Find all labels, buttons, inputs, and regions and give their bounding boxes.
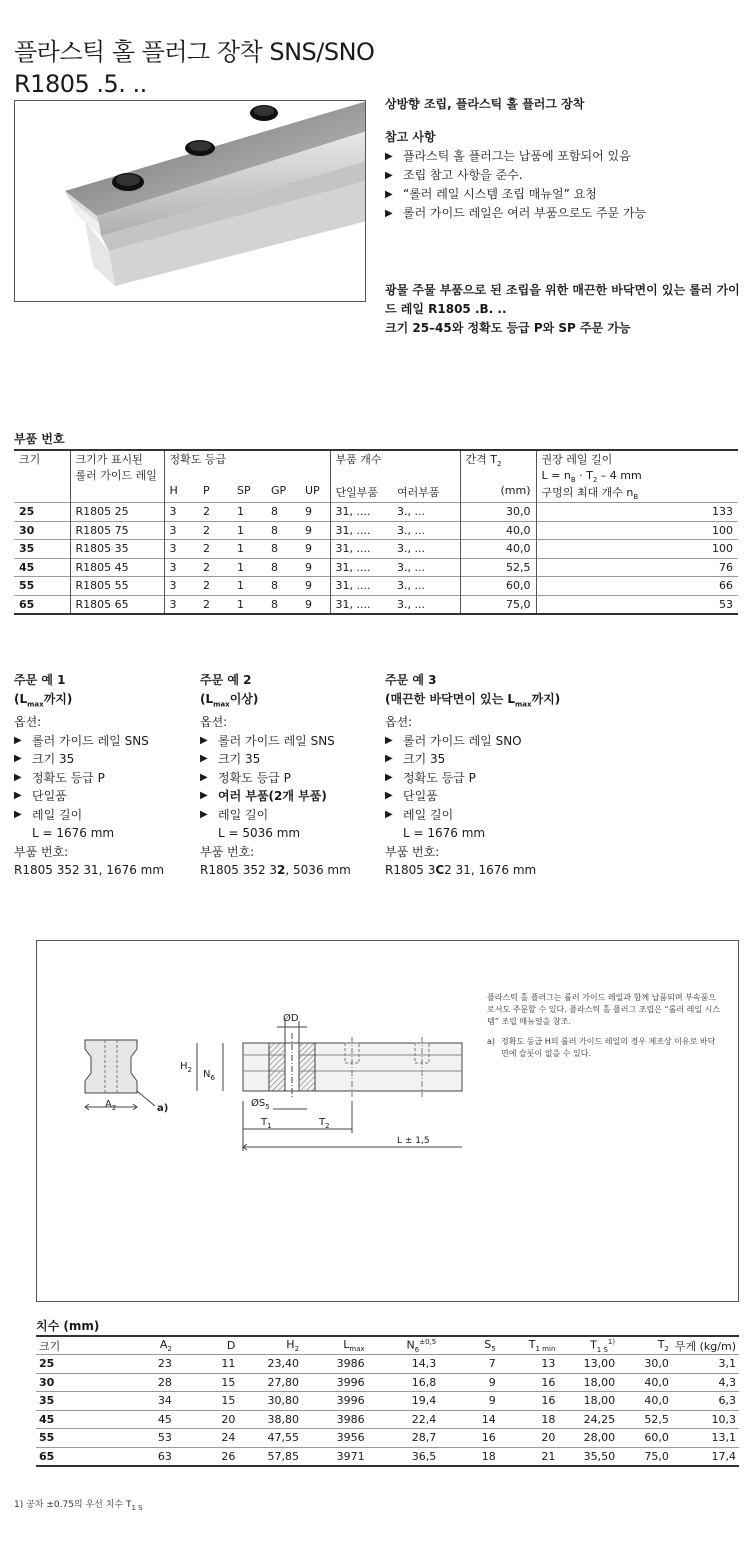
dim-cell: 11 xyxy=(175,1355,238,1374)
cell-single: 31, .... xyxy=(330,558,392,577)
cell-acc-sp: 1 xyxy=(232,577,266,596)
right-column xyxy=(385,95,646,223)
cast-line-2: 드 레일 R1805 .B. .. xyxy=(385,302,507,316)
cell-single: 31, .... xyxy=(330,503,392,522)
cell-multi: 3., ... xyxy=(392,595,460,614)
dim-cell: 19,4 xyxy=(368,1392,440,1411)
label-t2: $T_2$ xyxy=(319,1117,330,1130)
label-a2: $A_2$ xyxy=(105,1099,117,1112)
dim-cell: 3986 xyxy=(302,1410,368,1429)
cast-note xyxy=(385,281,740,338)
rail-side-view xyxy=(243,1033,462,1099)
order-option: ▶ 롤러 가이드 레일 SNS xyxy=(14,732,164,751)
dim-cell: 10,3 xyxy=(672,1410,739,1429)
cell-size: 65 xyxy=(14,595,70,614)
cell-acc-up: 9 xyxy=(300,521,330,540)
order-option: ▶ 크기 35 xyxy=(200,750,351,769)
cell-acc-p: 2 xyxy=(198,521,232,540)
acc-up: UP xyxy=(305,484,320,498)
dim-header: $T_{1 S}^{1)}$ xyxy=(590,1337,616,1354)
acc-p: P xyxy=(203,484,210,498)
cell-acc-gp: 8 xyxy=(266,503,300,522)
label-d: ØD xyxy=(283,1013,299,1024)
order-3-pn-label: 부품 번호: xyxy=(385,844,440,859)
title-line-1: 플라스틱 홀 플러그 장착 SNS/SNO xyxy=(14,38,375,66)
technical-drawing xyxy=(36,940,739,1302)
cell-acc-h: 3 xyxy=(164,595,198,614)
table-row xyxy=(14,577,738,596)
cell-acc-up: 9 xyxy=(300,558,330,577)
label-t1: $T_1$ xyxy=(261,1117,272,1130)
dim-header: 크기 xyxy=(39,1339,61,1353)
dim-cell: 36,5 xyxy=(368,1447,440,1466)
dim-cell: 23 xyxy=(96,1355,175,1374)
assembly-subtitle: 상방향 조립, 플라스틱 홀 플러그 장착 xyxy=(385,97,585,111)
dim-cell: 16 xyxy=(499,1373,559,1392)
cell-acc-gp: 8 xyxy=(266,521,300,540)
order-2-length: L = 5036 mm xyxy=(218,826,301,841)
cell-acc-gp: 8 xyxy=(266,577,300,596)
cell-acc-h: 3 xyxy=(164,540,198,559)
dim-cell: 35 xyxy=(36,1392,96,1411)
header-single: 단일부품 xyxy=(330,484,392,503)
table-row xyxy=(36,1392,739,1411)
cell-multi: 3., ... xyxy=(392,540,460,559)
order-1-title: 주문 예 1 xyxy=(14,673,66,687)
order-option: ▶ 단일품 xyxy=(14,787,164,806)
dim-cell: 57,85 xyxy=(238,1447,302,1466)
notes-list xyxy=(385,147,646,223)
header-marked: 크기가 표시된 롤러 가이드 레일 xyxy=(70,450,164,484)
order-1-options-label: 옵션: xyxy=(14,715,42,730)
cell-acc-p: 2 xyxy=(198,577,232,596)
dim-cell: 24 xyxy=(175,1429,238,1448)
cell-acc-gp: 8 xyxy=(266,540,300,559)
cell-size: 55 xyxy=(14,577,70,596)
dimensions-table xyxy=(36,1335,739,1467)
cell-acc-p: 2 xyxy=(198,558,232,577)
label-n6: $N_6$ xyxy=(203,1069,215,1082)
dim-cell: 45 xyxy=(96,1410,175,1429)
dim-cell: 3,1 xyxy=(672,1355,739,1374)
cell-size: 35 xyxy=(14,540,70,559)
cell-part: R1805 65 xyxy=(70,595,164,614)
order-3-pn: R1805 3C2 31, 1676 mm xyxy=(385,863,537,878)
dim-cell: 16 xyxy=(499,1392,559,1411)
order-option: ▶ 정확도 등급 P xyxy=(14,769,164,788)
cell-multi: 3., ... xyxy=(392,521,460,540)
cell-multi: 3., ... xyxy=(392,503,460,522)
cell-nb: 100 xyxy=(536,521,738,540)
dim-cell: 7 xyxy=(439,1355,499,1374)
drawing-notes xyxy=(487,992,722,1060)
cell-acc-p: 2 xyxy=(198,595,232,614)
order-2-subtitle: ($L_{max}$이상) xyxy=(200,691,259,708)
dim-cell: 28,7 xyxy=(368,1429,440,1448)
dim-cell: 35,50 xyxy=(558,1447,618,1466)
label-h2: $H_2$ xyxy=(180,1061,192,1074)
dim-cell: 21 xyxy=(499,1447,559,1466)
order-3-subtitle: (매끈한 바닥면이 있는 $L_{max}$까지) xyxy=(385,691,561,708)
cell-part: R1805 45 xyxy=(70,558,164,577)
order-option: ▶ 단일품 xyxy=(385,787,560,806)
dim-cell: 38,80 xyxy=(238,1410,302,1429)
dim-cell: 3996 xyxy=(302,1392,368,1411)
label-s5: $ØS_5$ xyxy=(251,1098,270,1111)
dim-header: 무게 (kg/m) xyxy=(674,1339,736,1353)
dim-cell: 27,80 xyxy=(238,1373,302,1392)
dim-cell: 15 xyxy=(175,1392,238,1411)
order-2-pn-label: 부품 번호: xyxy=(200,844,255,859)
cell-acc-p: 2 xyxy=(198,503,232,522)
cell-acc-h: 3 xyxy=(164,521,198,540)
page-title xyxy=(14,36,374,100)
header-spacing: 간격 $T_2$ xyxy=(460,450,536,484)
dim-cell: 20 xyxy=(499,1429,559,1448)
header-max-holes: 구멍의 최대 개수 $n_B$ xyxy=(536,484,738,503)
order-1-length: L = 1676 mm xyxy=(32,826,115,841)
dim-cell: 18 xyxy=(439,1447,499,1466)
dim-cell: 47,55 xyxy=(238,1429,302,1448)
header-multi: 여러부품 xyxy=(397,486,440,500)
dim-cell: 28,00 xyxy=(558,1429,618,1448)
cell-acc-sp: 1 xyxy=(232,521,266,540)
cell-acc-sp: 1 xyxy=(232,595,266,614)
dim-cell: 30,80 xyxy=(238,1392,302,1411)
acc-gp: GP xyxy=(271,484,287,498)
cell-t2: 40,0 xyxy=(460,540,536,559)
order-1-options xyxy=(14,732,164,825)
cell-size: 25 xyxy=(14,503,70,522)
table-row xyxy=(14,558,738,577)
order-1-pn-label: 부품 번호: xyxy=(14,844,69,859)
cell-acc-up: 9 xyxy=(300,595,330,614)
cell-single: 31, .... xyxy=(330,595,392,614)
dim-cell: 28 xyxy=(96,1373,175,1392)
footnote: 1) 공차 ±0.75의 우선 치수 $T_{1 S}$ xyxy=(14,1500,143,1512)
dim-cell: 40,0 xyxy=(618,1392,672,1411)
cell-single: 31, .... xyxy=(330,540,392,559)
cell-multi: 3., ... xyxy=(392,558,460,577)
dim-cell: 26 xyxy=(175,1447,238,1466)
dim-cell: 65 xyxy=(36,1447,96,1466)
table-row xyxy=(14,540,738,559)
header-accuracy: 정확도 등급 xyxy=(164,450,330,484)
dim-cell: 30 xyxy=(36,1373,96,1392)
rail-photo xyxy=(14,100,366,302)
cell-part: R1805 25 xyxy=(70,503,164,522)
order-option: ▶ 롤러 가이드 레일 SNO xyxy=(385,732,560,751)
order-2-options-label: 옵션: xyxy=(200,715,228,730)
table-row xyxy=(36,1429,739,1448)
cell-multi: 3., ... xyxy=(392,577,460,596)
dim-header: $L_{max}$ xyxy=(343,1337,365,1354)
drawing-note-2: a) 정확도 등급 H의 롤러 가이드 레일의 경우 제조상 이유로 바닥면에 슬롯이 없을 수 있다. xyxy=(487,1037,716,1058)
order-option: ▶ 여러 부품(2개 부품) xyxy=(200,787,351,806)
notes-heading: 참고 사항 xyxy=(385,130,436,144)
header-size: 크기 xyxy=(19,453,41,466)
title-line-2: R1805 .5. .. xyxy=(14,70,147,98)
table-row xyxy=(36,1373,739,1392)
acc-sp: SP xyxy=(237,484,251,498)
order-3-options xyxy=(385,732,560,825)
acc-h: H xyxy=(164,484,198,503)
note-item: ▶ “롤러 레일 시스템 조립 매뉴얼” 요청 xyxy=(385,185,646,204)
cell-t2: 40,0 xyxy=(460,521,536,540)
dim-cell: 6,3 xyxy=(672,1392,739,1411)
order-3-title: 주문 예 3 xyxy=(385,673,437,687)
cell-acc-gp: 8 xyxy=(266,595,300,614)
order-option: ▶ 롤러 가이드 레일 SNS xyxy=(200,732,351,751)
cell-t2: 30,0 xyxy=(460,503,536,522)
part-numbers-table xyxy=(14,449,738,615)
dim-header: $N_6^{\pm 0,5}$ xyxy=(406,1337,437,1354)
table-row xyxy=(36,1410,739,1429)
order-2-title: 주문 예 2 xyxy=(200,673,252,687)
dim-cell: 63 xyxy=(96,1447,175,1466)
cell-part: R1805 75 xyxy=(70,521,164,540)
header-recommended: 권장 레일 길이 $L = n_B \cdot T_2 - 4$ mm xyxy=(536,450,738,484)
dimensions-heading: 치수 (mm) xyxy=(36,1319,100,1333)
dim-cell: 16,8 xyxy=(368,1373,440,1392)
part-numbers-heading: 부품 번호 xyxy=(14,432,65,446)
order-option: ▶ 레일 길이 xyxy=(385,806,560,825)
order-example-1 xyxy=(14,671,164,880)
cell-t2: 60,0 xyxy=(460,577,536,596)
cell-acc-sp: 1 xyxy=(232,503,266,522)
dim-cell: 17,4 xyxy=(672,1447,739,1466)
dim-cell: 53 xyxy=(96,1429,175,1448)
order-1-subtitle: ($L_{max}$까지) xyxy=(14,691,73,708)
dim-cell: 3986 xyxy=(302,1355,368,1374)
cell-acc-h: 3 xyxy=(164,577,198,596)
cell-acc-h: 3 xyxy=(164,503,198,522)
order-1-pn: R1805 352 31, 1676 mm xyxy=(14,863,165,878)
dim-header: $S_5$ xyxy=(484,1337,496,1354)
dim-cell: 15 xyxy=(175,1373,238,1392)
cell-acc-up: 9 xyxy=(300,540,330,559)
dim-cell: 9 xyxy=(439,1392,499,1411)
dim-header: $H_2$ xyxy=(286,1337,300,1354)
table-row xyxy=(36,1447,739,1466)
cell-t2: 75,0 xyxy=(460,595,536,614)
dim-cell: 4,3 xyxy=(672,1373,739,1392)
dim-cell: 20 xyxy=(175,1410,238,1429)
dim-cell: 22,4 xyxy=(368,1410,440,1429)
header-count: 부품 개수 xyxy=(330,450,460,484)
order-option: ▶ 정확도 등급 P xyxy=(200,769,351,788)
dim-cell: 3956 xyxy=(302,1429,368,1448)
cell-acc-sp: 1 xyxy=(232,558,266,577)
dim-cell: 55 xyxy=(36,1429,96,1448)
cell-nb: 100 xyxy=(536,540,738,559)
dim-cell: 18 xyxy=(499,1410,559,1429)
cell-size: 30 xyxy=(14,521,70,540)
dim-cell: 60,0 xyxy=(618,1429,672,1448)
cell-single: 31, .... xyxy=(330,521,392,540)
order-example-3 xyxy=(385,671,560,880)
dim-cell: 40,0 xyxy=(618,1373,672,1392)
dim-cell: 13,00 xyxy=(558,1355,618,1374)
dim-cell: 14,3 xyxy=(368,1355,440,1374)
dim-cell: 16 xyxy=(439,1429,499,1448)
label-a: a) xyxy=(157,1103,169,1114)
header-mm: (mm) xyxy=(460,484,536,503)
table-row xyxy=(36,1355,739,1374)
order-2-options xyxy=(200,732,351,825)
cell-single: 31, .... xyxy=(330,577,392,596)
dim-cell: 18,00 xyxy=(558,1373,618,1392)
cell-acc-up: 9 xyxy=(300,577,330,596)
cell-nb: 66 xyxy=(536,577,738,596)
order-3-length: L = 1676 mm xyxy=(403,826,486,841)
dim-cell: 30,0 xyxy=(618,1355,672,1374)
dim-header: D xyxy=(226,1339,236,1352)
note-item: ▶ 조립 참고 사항을 준수. xyxy=(385,166,646,185)
dim-cell: 34 xyxy=(96,1392,175,1411)
label-l: L ± 1,5 xyxy=(397,1136,430,1146)
cell-t2: 52,5 xyxy=(460,558,536,577)
dim-cell: 45 xyxy=(36,1410,96,1429)
table-row xyxy=(14,521,738,540)
order-2-pn: R1805 352 32, 5036 mm xyxy=(200,863,351,878)
cell-acc-p: 2 xyxy=(198,540,232,559)
order-option: ▶ 레일 길이 xyxy=(200,806,351,825)
rail-illustration xyxy=(15,101,366,302)
cell-nb: 133 xyxy=(536,503,738,522)
drawing-note-1: 플라스틱 홀 플러그는 롤러 가이드 레일과 함께 납품되며 부속품으로서도 주문할 수 있다. 플라스틱 홀 플러그 조립은 “롤러 레일 시스템” 조립 매뉴얼을 참조. xyxy=(487,993,721,1026)
table-row xyxy=(14,503,738,522)
dim-cell: 9 xyxy=(439,1373,499,1392)
dim-cell: 52,5 xyxy=(618,1410,672,1429)
dim-cell: 18,00 xyxy=(558,1392,618,1411)
dim-cell: 75,0 xyxy=(618,1447,672,1466)
cast-line-3: 크기 25–45와 정확도 등급 P와 SP 주문 가능 xyxy=(385,321,631,335)
dim-cell: 3971 xyxy=(302,1447,368,1466)
cell-acc-sp: 1 xyxy=(232,540,266,559)
cell-nb: 76 xyxy=(536,558,738,577)
dim-header: $A_2$ xyxy=(159,1337,172,1354)
cell-part: R1805 35 xyxy=(70,540,164,559)
cell-size: 45 xyxy=(14,558,70,577)
dim-cell: 25 xyxy=(36,1355,96,1374)
order-option: ▶ 정확도 등급 P xyxy=(385,769,560,788)
note-item: ▶ 롤러 가이드 레일은 여러 부품으로도 주문 가능 xyxy=(385,204,646,223)
dim-header: $T_{1 min}$ xyxy=(528,1337,556,1354)
cell-acc-h: 3 xyxy=(164,558,198,577)
dim-cell: 14 xyxy=(439,1410,499,1429)
dim-header: $T_2$ xyxy=(657,1337,669,1354)
order-example-2 xyxy=(200,671,351,880)
dim-cell: 13 xyxy=(499,1355,559,1374)
order-option: ▶ 크기 35 xyxy=(14,750,164,769)
dim-cell: 24,25 xyxy=(558,1410,618,1429)
cell-nb: 53 xyxy=(536,595,738,614)
rail-cross-section xyxy=(85,1040,155,1110)
cast-line-1: 광물 주물 부품으로 된 조립을 위한 매끈한 바닥면이 있는 롤러 가이 xyxy=(385,283,740,297)
dim-cell: 3996 xyxy=(302,1373,368,1392)
dim-cell: 13,1 xyxy=(672,1429,739,1448)
dim-cell: 23,40 xyxy=(238,1355,302,1374)
order-3-options-label: 옵션: xyxy=(385,715,413,730)
note-item: ▶ 플라스틱 홀 플러그는 납품에 포함되어 있음 xyxy=(385,147,646,166)
order-option: ▶ 레일 길이 xyxy=(14,806,164,825)
table-row xyxy=(14,595,738,614)
cell-acc-up: 9 xyxy=(300,503,330,522)
order-option: ▶ 크기 35 xyxy=(385,750,560,769)
cell-part: R1805 55 xyxy=(70,577,164,596)
cell-acc-gp: 8 xyxy=(266,558,300,577)
